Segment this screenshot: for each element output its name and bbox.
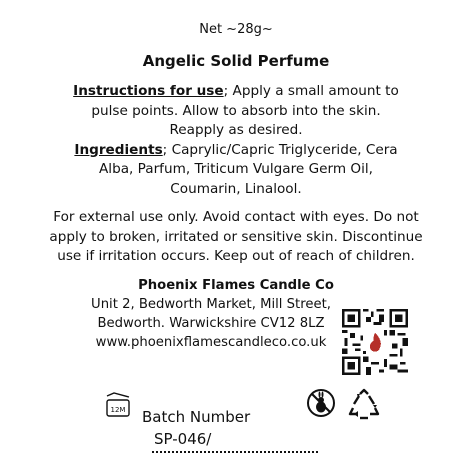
recycle-icon (346, 388, 382, 420)
ingredients-text-3: Coumarin, Linalool. (170, 180, 302, 197)
instructions-block (0, 82, 472, 199)
company-address-1: Unit 2, Bedworth Market, Mill Street, (91, 297, 331, 312)
no-animal-testing-icon (306, 388, 336, 418)
pao-label: 12M (110, 406, 126, 414)
warning-line-3: use if irritation occurs. Keep out of reach of children. (57, 248, 415, 264)
batch-code: SP-046/ (154, 430, 212, 448)
product-title: Angelic Solid Perfume (142, 52, 330, 70)
warning-block (0, 208, 472, 267)
ingredients-text-1: ; Caprylic/Capric Triglyceride, Cera (162, 141, 398, 158)
ingredients-text-2: Alba, Parfum, Triticum Vulgare Germ Oil, (99, 161, 373, 177)
instructions-text-3: Reapply as desired. (169, 122, 303, 138)
qr-code-icon (342, 309, 408, 375)
company-address-2: Bedworth. Warwickshire CV12 8LZ (97, 316, 325, 331)
batch-label: Batch Number (142, 408, 251, 426)
net-weight: Net ~28g~ (199, 22, 273, 37)
company-name: Phoenix Flames Candle Co (138, 278, 334, 293)
instructions-text-2: pulse points. Allow to absorb into the skin. (91, 102, 381, 119)
ingredients-label: Ingredients (74, 141, 163, 158)
batch-dotted-line (152, 451, 318, 453)
company-website: www.phoenixflamescandleco.co.uk (95, 335, 327, 350)
pao-jar-icon (104, 392, 132, 418)
warning-line-2: apply to broken, irritated or sensitive skin. Discontinue (49, 228, 423, 245)
instructions-label: Instructions for use (73, 83, 224, 99)
warning-line-1: For external use only. Avoid contact with eyes. Do not (53, 209, 419, 225)
instructions-text-1: ; Apply a small amount to (223, 83, 399, 99)
